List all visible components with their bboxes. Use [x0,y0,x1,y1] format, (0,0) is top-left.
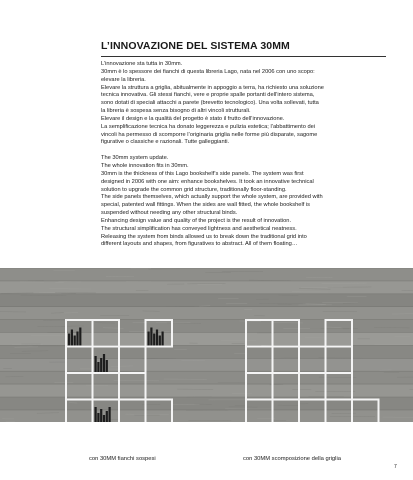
book [97,362,99,372]
book [150,328,152,346]
book [109,407,111,422]
book [79,328,81,346]
heading-rule [101,56,386,57]
book [74,336,76,346]
english-line: 30mm is the thickness of this Lago bookshelf’s side panels. The system was first [101,170,304,177]
book [76,332,78,346]
italian-paragraph [101,61,386,147]
english-line: The whole innovation fits in 30mm. [101,162,189,169]
italian-line: L’innovazione sta tutta in 30mm. [101,61,183,67]
book [95,407,97,422]
caption-right: con 30MM scomposizione della griglia [243,456,341,462]
book [106,411,108,422]
italian-line: la libreria è sospesa senza bisogno di altri vincoli strutturali. [101,108,251,115]
english-line: special, patented wall fittings. When the sides are wall fitted, the whole bookshelf is [101,202,310,209]
italian-line: sono dotati di speciali attacchi a parete (brevetto tecnologico). Una volta sollevati, tutta [101,100,319,107]
italian-line: vincoli ha permesso di scomporre l’originaria griglia nelle forme più disparate, sagome [101,131,318,138]
italian-line: elevare la libreria. [101,76,146,83]
page-number: 7 [394,464,397,470]
english-line: designed in 2006 with one aim: enhance bookshelves. It took an innovative technical [101,178,314,185]
book [153,334,155,346]
bookshelf-illustration [0,268,413,422]
caption-left: con 30MM fianchi sospesi [89,456,156,462]
book [100,409,102,422]
english-line: The side panels themselves, which actually support the whole system, are provided with [101,194,323,201]
english-line: suspended without needing any other structural binds. [101,210,238,217]
book [100,358,102,372]
concrete-plank [0,307,413,320]
english-line: solution to upgrade the common grid structure, traditionally floor-standing. [101,186,287,193]
book [106,360,108,372]
italian-line: tecnica innovativa. Gli stessi fianchi, vere e proprie spalle portanti dell’intero sistema, [101,92,315,99]
italian-line: Elevare il design e la qualità del progetto è stato il frutto dell’innovazione. [101,115,285,122]
italian-line: Elevare la struttura a griglia, abitualmente in appoggio a terra, ha richiesto una soluzione [101,84,324,91]
english-line: different layouts and shapes, from figuratives to abstract. All of them floating… [101,241,298,248]
book [103,354,105,372]
english-line: The structural simplification has conveyed lightness and aesthetical neatness. [101,225,297,232]
book [162,332,164,346]
italian-line: 30mm è lo spessore dei fianchi di questa libreria Lago, nata nel 2006 con uno scopo: [101,68,315,75]
book [71,330,73,346]
body-text [101,61,386,249]
english-line: Enhancing design value and quality of the project is the result of innovation. [101,217,292,224]
english-paragraph [101,155,386,249]
book [95,356,97,372]
italian-line: figurative o classiche e razionali. Tutte galleggianti. [101,139,230,146]
english-line: The 30mm system update. [101,155,169,162]
book [159,336,161,346]
section-heading: L’INNOVAZIONE DEL SISTEMA 30MM [101,40,290,52]
book [68,334,70,346]
book [156,330,158,346]
book [97,413,99,422]
concrete-wall-photo [0,268,413,422]
italian-line: La semplificazione tecnica ha donato leggerezza e pulizia estetica; l’abbattimento dei [101,123,316,130]
english-line: Releasing the system from binds allowed us to break down the traditional grid into [101,233,307,240]
book [103,415,105,422]
book [148,332,150,346]
